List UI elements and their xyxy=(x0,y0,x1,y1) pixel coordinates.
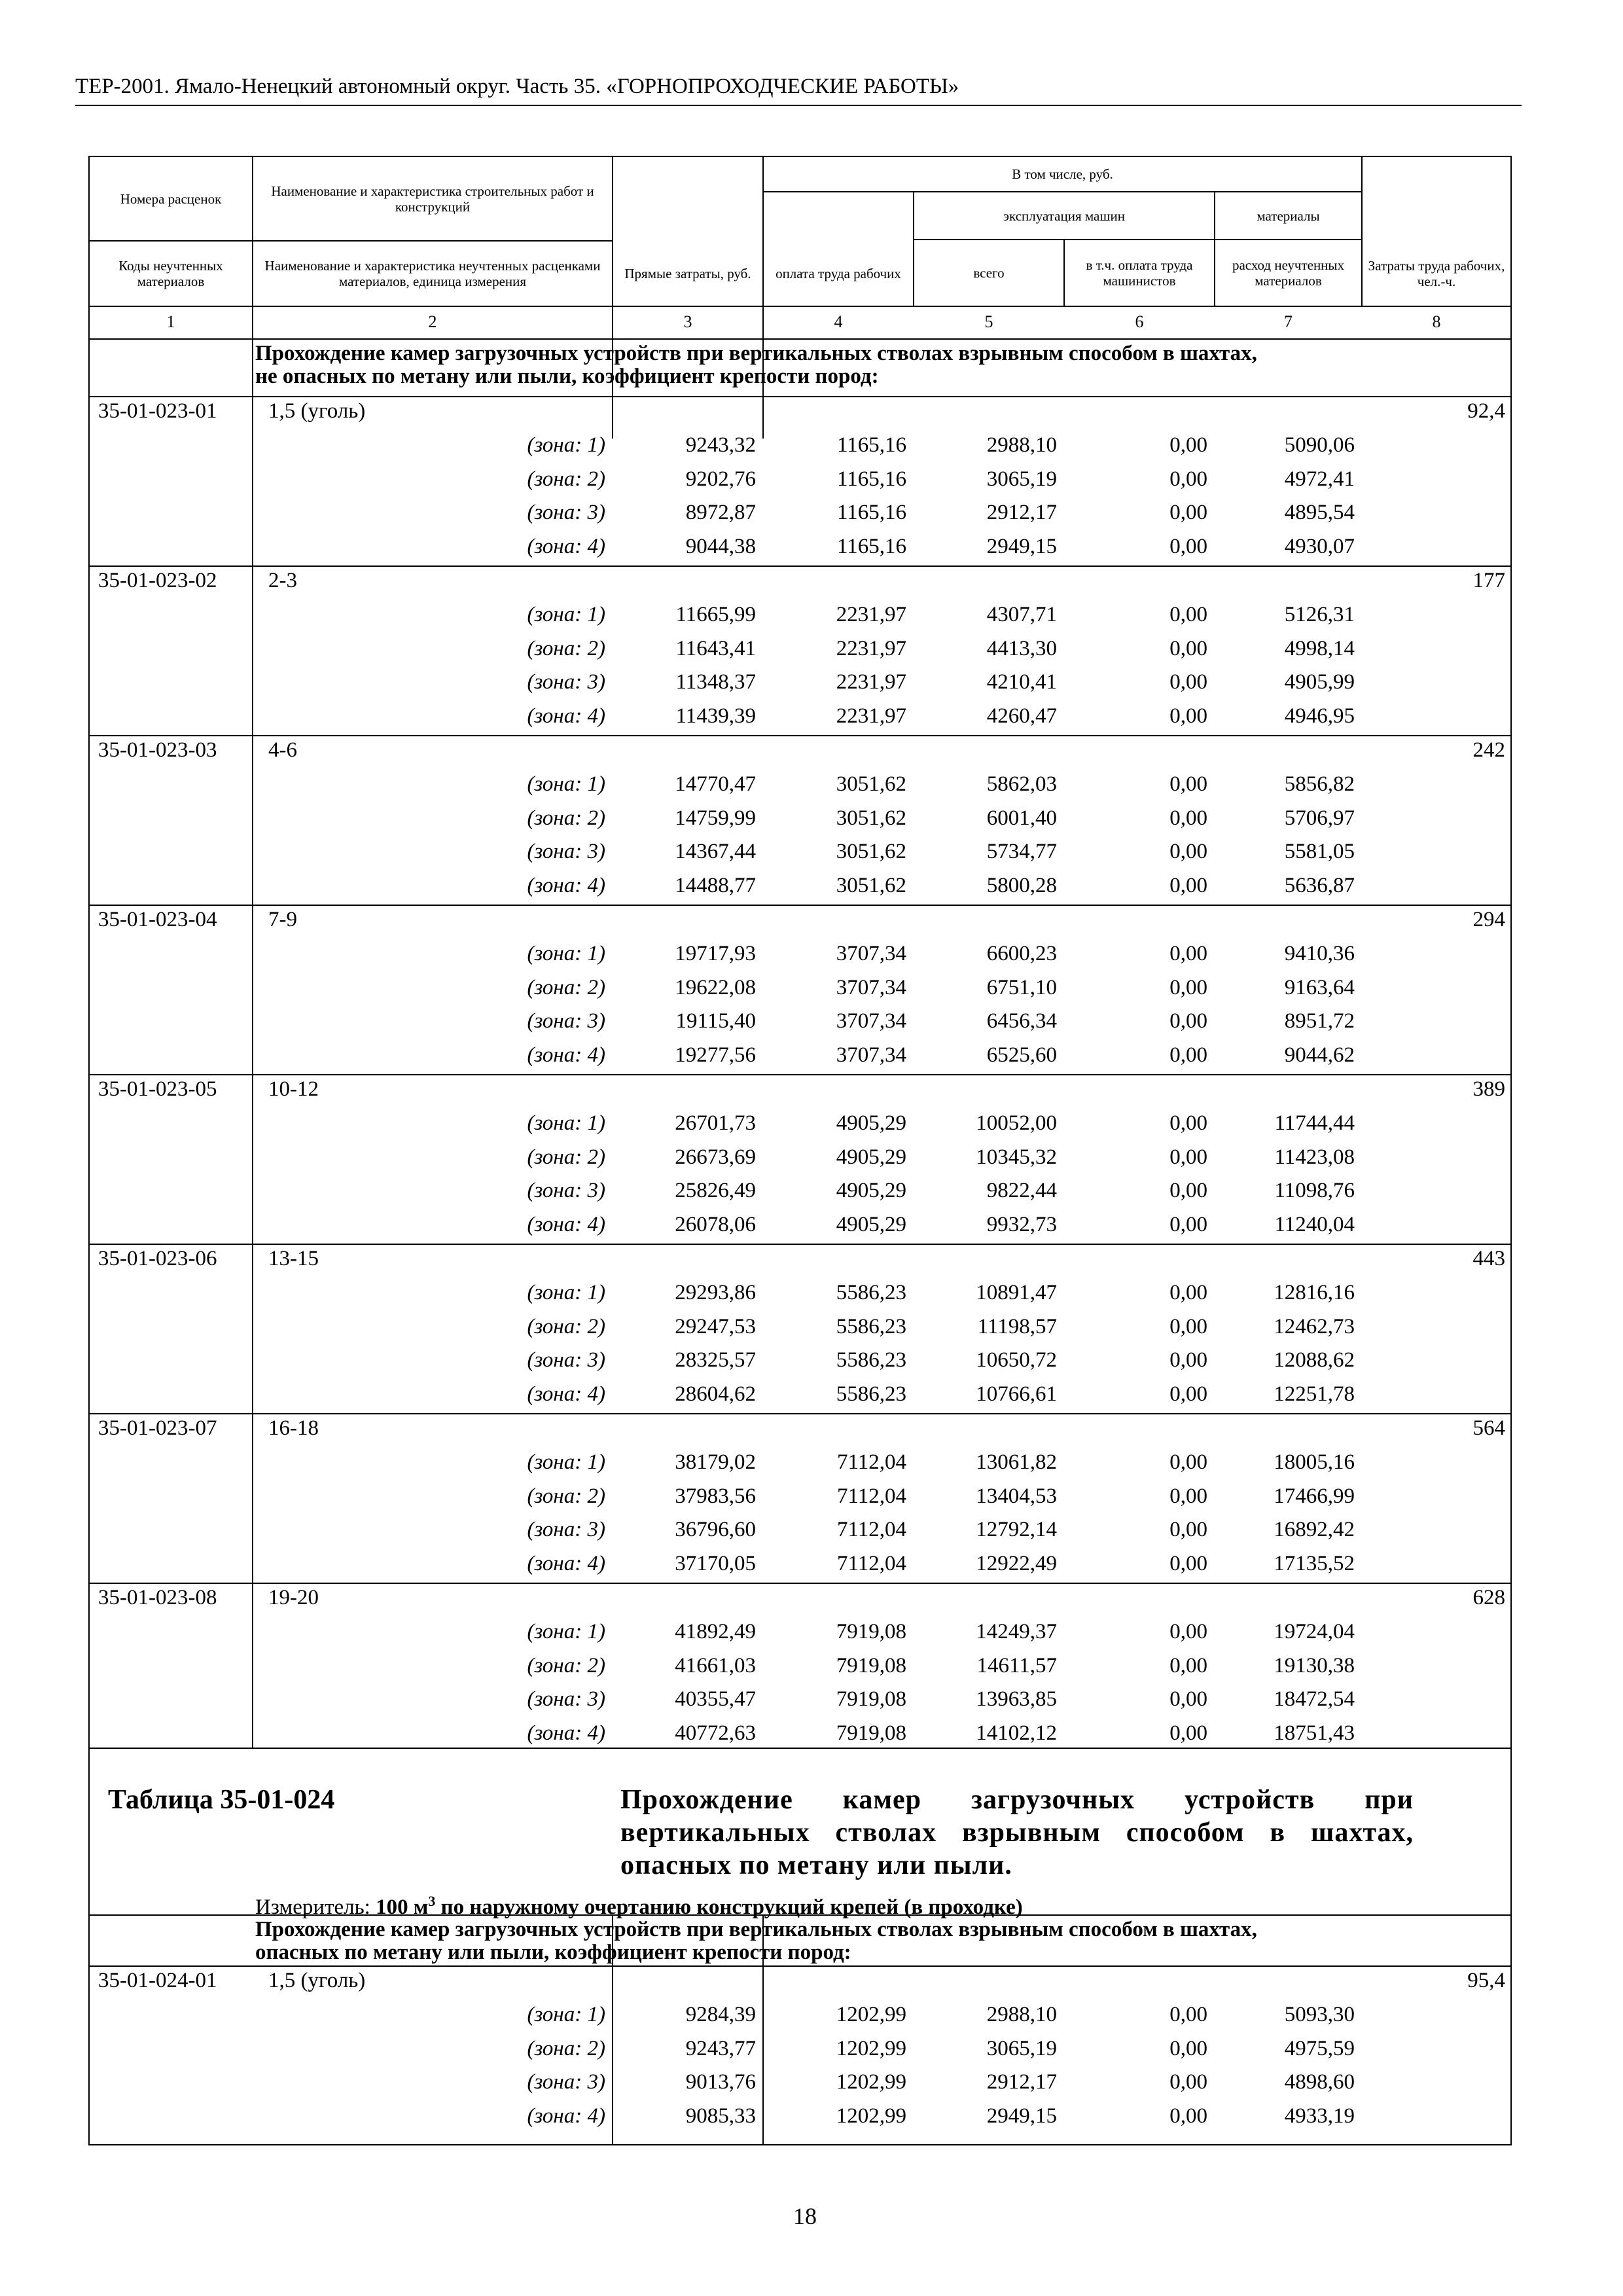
labor-cost: 95,4 xyxy=(1467,1969,1505,1992)
direct-cost: 11665,99 xyxy=(675,602,756,626)
worker-wage: 4905,29 xyxy=(836,1145,906,1169)
col3-header: Прямые затраты, руб. xyxy=(624,266,751,281)
direct-cost: 26701,73 xyxy=(675,1111,756,1135)
materials-cost: 12088,62 xyxy=(1274,1348,1355,1372)
machines-total: 4210,41 xyxy=(986,670,1057,694)
measure-value: 100 м xyxy=(376,1895,429,1919)
work-name: 13-15 xyxy=(268,1247,319,1270)
machinist-wage: 0,00 xyxy=(1169,1687,1207,1712)
materials-cost: 5856,82 xyxy=(1284,772,1355,796)
table-label: Таблица 35-01-024 xyxy=(108,1785,335,1815)
machines-total: 4260,47 xyxy=(986,704,1057,728)
machinist-wage: 0,00 xyxy=(1169,1009,1207,1033)
materials-group-header: материалы xyxy=(1257,207,1320,224)
measure-description: по наружному очертанию конструкций крепей (в проходке) xyxy=(435,1895,1023,1919)
zone-label: (зона: 1) xyxy=(527,1111,605,1135)
rate-code: 35-01-023-02 xyxy=(98,569,217,592)
direct-cost: 37170,05 xyxy=(675,1552,756,1576)
worker-wage: 3707,34 xyxy=(836,941,906,965)
materials-cost: 11098,76 xyxy=(1274,1179,1355,1203)
page-number: 18 xyxy=(793,2203,817,2229)
materials-cost: 5706,97 xyxy=(1284,806,1355,830)
machines-total: 14611,57 xyxy=(976,1653,1057,1677)
materials-cost: 5090,06 xyxy=(1284,433,1355,457)
machines-total: 10766,61 xyxy=(976,1382,1057,1407)
machinist-wage: 0,00 xyxy=(1169,670,1207,694)
machines-total: 9822,44 xyxy=(986,1179,1057,1203)
worker-wage: 7919,08 xyxy=(836,1619,906,1643)
work-name: 1,5 (уголь) xyxy=(268,1969,366,1992)
rate-code: 35-01-023-08 xyxy=(98,1586,217,1609)
machines-total: 5800,28 xyxy=(986,874,1057,898)
machinist-wage: 0,00 xyxy=(1169,772,1207,796)
work-name: 10-12 xyxy=(268,1077,319,1101)
machines-total: 2949,15 xyxy=(986,2104,1057,2128)
column-number: 8 xyxy=(1432,312,1441,331)
worker-wage: 7112,04 xyxy=(836,1484,906,1508)
machines-total: 3065,19 xyxy=(986,467,1057,491)
column-number: 1 xyxy=(166,312,175,331)
direct-cost: 8972,87 xyxy=(685,501,756,525)
column-number: 5 xyxy=(984,312,993,331)
zone-label: (зона: 3) xyxy=(527,1179,605,1203)
machinist-wage: 0,00 xyxy=(1169,941,1207,965)
machines-total: 12792,14 xyxy=(976,1518,1057,1542)
group-separator xyxy=(88,565,1512,567)
materials-cost: 9044,62 xyxy=(1284,1043,1355,1067)
work-name: 7-9 xyxy=(268,908,297,931)
zone-label: (зона: 4) xyxy=(527,1382,605,1407)
labor-cost: 294 xyxy=(1472,908,1505,931)
machinist-wage: 0,00 xyxy=(1169,501,1207,525)
column-number: 4 xyxy=(834,312,843,331)
zone-label: (зона: 3) xyxy=(527,670,605,694)
materials-cost: 17135,52 xyxy=(1274,1552,1355,1576)
including-group-header: В том числе, руб. xyxy=(1012,166,1113,182)
direct-cost: 9202,76 xyxy=(685,467,756,491)
worker-wage: 3051,62 xyxy=(836,806,906,830)
column-number: 2 xyxy=(428,312,437,331)
machines-total: 2912,17 xyxy=(986,501,1057,525)
work-name: 19-20 xyxy=(268,1586,319,1609)
zone-label: (зона: 4) xyxy=(527,1213,605,1237)
materials-cost: 5636,87 xyxy=(1284,874,1355,898)
machines-total: 13404,53 xyxy=(976,1484,1057,1508)
worker-wage: 1165,16 xyxy=(836,535,906,559)
worker-wage: 1165,16 xyxy=(836,501,906,525)
worker-wage: 3051,62 xyxy=(836,772,906,796)
materials-cost: 4946,95 xyxy=(1284,704,1355,728)
direct-cost: 19717,93 xyxy=(675,941,756,965)
machinist-wage: 0,00 xyxy=(1169,1145,1207,1169)
rate-code: 35-01-023-07 xyxy=(98,1416,217,1440)
column-number: 3 xyxy=(683,312,692,331)
worker-wage: 1202,99 xyxy=(836,2036,906,2060)
measure-prefix: Измеритель: xyxy=(255,1895,376,1919)
worker-wage: 4905,29 xyxy=(836,1213,906,1237)
labor-cost: 177 xyxy=(1472,569,1505,592)
direct-cost: 19115,40 xyxy=(675,1009,756,1033)
machinist-wage: 0,00 xyxy=(1169,1484,1207,1508)
machinist-wage: 0,00 xyxy=(1169,2104,1207,2128)
zone-label: (зона: 4) xyxy=(527,1043,605,1067)
materials-cost: 4975,59 xyxy=(1284,2036,1355,2060)
work-name: 2-3 xyxy=(268,569,297,592)
materials-cost: 4898,60 xyxy=(1284,2070,1355,2094)
col1-bottom-header: Коды неучтенных материалов xyxy=(118,258,223,289)
direct-cost: 11643,41 xyxy=(675,636,756,660)
machinist-wage: 0,00 xyxy=(1169,1653,1207,1677)
machinist-wage: 0,00 xyxy=(1169,1450,1207,1474)
labor-cost: 564 xyxy=(1472,1416,1505,1440)
direct-cost: 36796,60 xyxy=(675,1518,756,1542)
direct-cost: 14488,77 xyxy=(675,874,756,898)
machinist-wage: 0,00 xyxy=(1169,433,1207,457)
worker-wage: 4905,29 xyxy=(836,1111,906,1135)
machinist-wage: 0,00 xyxy=(1169,1552,1207,1576)
group-separator xyxy=(88,1244,1512,1245)
zone-label: (зона: 2) xyxy=(527,806,605,830)
direct-cost: 29247,53 xyxy=(675,1314,756,1338)
worker-wage: 5586,23 xyxy=(836,1348,906,1372)
measure-power: 3 xyxy=(428,1893,436,1909)
machines-total: 10052,00 xyxy=(976,1111,1057,1135)
worker-wage: 7112,04 xyxy=(836,1518,906,1542)
worker-wage: 2231,97 xyxy=(836,704,906,728)
table-title: Прохождение камер загрузочных устройств при вертикальных стволах взрывным способом в шахтах, опасных по метану или пыли. xyxy=(620,1785,1414,1880)
machines-total: 12922,49 xyxy=(976,1552,1057,1576)
zone-label: (зона: 3) xyxy=(527,1518,605,1542)
direct-cost: 26078,06 xyxy=(675,1213,756,1237)
machinist-wage: 0,00 xyxy=(1169,467,1207,491)
column-number: 6 xyxy=(1135,312,1144,331)
materials-cost: 19130,38 xyxy=(1274,1653,1355,1677)
materials-cost: 12462,73 xyxy=(1274,1314,1355,1338)
materials-cost: 5093,30 xyxy=(1284,2002,1355,2026)
zone-label: (зона: 2) xyxy=(527,1145,605,1169)
zone-label: (зона: 3) xyxy=(527,840,605,864)
zone-label: (зона: 1) xyxy=(527,1280,605,1304)
group-separator xyxy=(88,1583,1512,1584)
materials-cost: 16892,42 xyxy=(1274,1518,1355,1542)
group-separator xyxy=(88,905,1512,906)
zone-label: (зона: 2) xyxy=(527,467,605,491)
machinist-wage: 0,00 xyxy=(1169,2036,1207,2060)
labor-cost: 628 xyxy=(1472,1586,1505,1609)
machines-total: 10650,72 xyxy=(976,1348,1057,1372)
materials-cost: 5581,05 xyxy=(1284,840,1355,864)
zone-label: (зона: 2) xyxy=(527,636,605,660)
zone-label: (зона: 4) xyxy=(527,1721,605,1746)
machinist-wage: 0,00 xyxy=(1169,1213,1207,1237)
machines-total: 2988,10 xyxy=(986,2002,1057,2026)
machines-total: 6600,23 xyxy=(986,941,1057,965)
machines-total: 9932,73 xyxy=(986,1213,1057,1237)
direct-cost: 11439,39 xyxy=(675,704,756,728)
materials-cost: 4930,07 xyxy=(1284,535,1355,559)
direct-cost: 28325,57 xyxy=(675,1348,756,1372)
worker-wage: 7112,04 xyxy=(836,1450,906,1474)
machines-total: 4307,71 xyxy=(986,602,1057,626)
machines-total: 13061,82 xyxy=(976,1450,1057,1474)
materials-cost: 12251,78 xyxy=(1274,1382,1355,1407)
zone-label: (зона: 4) xyxy=(527,1552,605,1576)
direct-cost: 40772,63 xyxy=(675,1721,756,1746)
machinist-wage: 0,00 xyxy=(1169,1619,1207,1643)
machines-total: 6525,60 xyxy=(986,1043,1057,1067)
worker-wage: 1202,99 xyxy=(836,2002,906,2026)
machines-total: 2949,15 xyxy=(986,535,1057,559)
materials-cost: 19724,04 xyxy=(1274,1619,1355,1643)
zone-label: (зона: 3) xyxy=(527,1009,605,1033)
section-title-line: Прохождение камер загрузочных устройств при вертикальных стволах взрывным способом в шахтах, xyxy=(255,342,1257,365)
col2-bottom-header: Наименование и характеристика неучтенных расценками материалов, единица измерения xyxy=(264,258,601,289)
materials-cost: 18472,54 xyxy=(1274,1687,1355,1712)
direct-cost: 9243,32 xyxy=(685,433,756,457)
zone-label: (зона: 3) xyxy=(527,1687,605,1712)
machinist-wage: 0,00 xyxy=(1169,1280,1207,1304)
section-title-line: опасных по метану или пыли, коэффициент крепости пород: xyxy=(255,1941,851,1964)
zone-label: (зона: 2) xyxy=(527,1484,605,1508)
worker-wage: 7919,08 xyxy=(836,1687,906,1712)
worker-wage: 5586,23 xyxy=(836,1314,906,1338)
worker-wage: 4905,29 xyxy=(836,1179,906,1203)
direct-cost: 9284,39 xyxy=(685,2002,756,2026)
materials-cost: 18005,16 xyxy=(1274,1450,1355,1474)
labor-cost: 443 xyxy=(1472,1247,1505,1270)
machinist-wage: 0,00 xyxy=(1169,1314,1207,1338)
machinist-wage: 0,00 xyxy=(1169,1043,1207,1067)
materials-cost: 4933,19 xyxy=(1284,2104,1355,2128)
worker-wage: 7919,08 xyxy=(836,1653,906,1677)
rate-code: 35-01-023-01 xyxy=(98,399,217,423)
worker-wage: 7112,04 xyxy=(836,1552,906,1576)
group-separator xyxy=(88,1074,1512,1075)
group-separator xyxy=(88,735,1512,736)
machinist-wage: 0,00 xyxy=(1169,975,1207,999)
machines-total: 13963,85 xyxy=(976,1687,1057,1712)
zone-label: (зона: 2) xyxy=(527,1653,605,1677)
direct-cost: 41661,03 xyxy=(675,1653,756,1677)
col7-header: расход неучтенных материалов xyxy=(1232,257,1345,289)
machinist-wage: 0,00 xyxy=(1169,1382,1207,1407)
zone-label: (зона: 2) xyxy=(527,2036,605,2060)
direct-cost: 9044,38 xyxy=(685,535,756,559)
machinist-wage: 0,00 xyxy=(1169,2070,1207,2094)
zone-label: (зона: 3) xyxy=(527,501,605,525)
rate-code: 35-01-023-04 xyxy=(98,908,217,931)
labor-cost: 92,4 xyxy=(1467,399,1505,423)
worker-wage: 3051,62 xyxy=(836,840,906,864)
materials-cost: 4905,99 xyxy=(1284,670,1355,694)
worker-wage: 1202,99 xyxy=(836,2104,906,2128)
labor-cost: 242 xyxy=(1472,738,1505,762)
direct-cost: 11348,37 xyxy=(675,670,756,694)
machines-total: 6001,40 xyxy=(986,806,1057,830)
machinist-wage: 0,00 xyxy=(1169,636,1207,660)
zone-label: (зона: 1) xyxy=(527,772,605,796)
worker-wage: 2231,97 xyxy=(836,670,906,694)
col6-header: в т.ч. оплата труда машинистов xyxy=(1086,257,1193,289)
materials-cost: 11744,44 xyxy=(1274,1111,1355,1135)
worker-wage: 3707,34 xyxy=(836,975,906,999)
section-title-line: Прохождение камер загрузочных устройств при вертикальных стволах взрывным способом в шахтах, xyxy=(255,1918,1257,1941)
zone-label: (зона: 2) xyxy=(527,975,605,999)
worker-wage: 2231,97 xyxy=(836,602,906,626)
materials-cost: 8951,72 xyxy=(1284,1009,1355,1033)
direct-cost: 26673,69 xyxy=(675,1145,756,1169)
zone-label: (зона: 4) xyxy=(527,535,605,559)
machines-total: 3065,19 xyxy=(986,2036,1057,2060)
machinist-wage: 0,00 xyxy=(1169,704,1207,728)
machines-total: 6456,34 xyxy=(986,1009,1057,1033)
machines-total: 4413,30 xyxy=(986,636,1057,660)
materials-cost: 4895,54 xyxy=(1284,501,1355,525)
direct-cost: 9085,33 xyxy=(685,2104,756,2128)
direct-cost: 28604,62 xyxy=(675,1382,756,1407)
zone-label: (зона: 3) xyxy=(527,1348,605,1372)
materials-cost: 4972,41 xyxy=(1284,467,1355,491)
zone-label: (зона: 1) xyxy=(527,1450,605,1474)
machinist-wage: 0,00 xyxy=(1169,1721,1207,1746)
col2-top-header: Наименование и характеристика строительных работ и конструкций xyxy=(271,183,594,215)
machines-total: 10891,47 xyxy=(976,1280,1057,1304)
machines-total: 14102,12 xyxy=(976,1721,1057,1746)
machinist-wage: 0,00 xyxy=(1169,1179,1207,1203)
zone-label: (зона: 1) xyxy=(527,2002,605,2026)
group-separator xyxy=(88,1413,1512,1414)
column-number: 7 xyxy=(1284,312,1293,331)
machinist-wage: 0,00 xyxy=(1169,1111,1207,1135)
zone-label: (зона: 4) xyxy=(527,874,605,898)
col5-header: всего xyxy=(973,265,1005,281)
worker-wage: 1202,99 xyxy=(836,2070,906,2094)
machinist-wage: 0,00 xyxy=(1169,874,1207,898)
machines-total: 10345,32 xyxy=(976,1145,1057,1169)
materials-cost: 11423,08 xyxy=(1274,1145,1355,1169)
labor-cost: 389 xyxy=(1472,1077,1505,1101)
zone-label: (зона: 2) xyxy=(527,1314,605,1338)
machinist-wage: 0,00 xyxy=(1169,806,1207,830)
direct-cost: 38179,02 xyxy=(675,1450,756,1474)
header-rule xyxy=(75,105,1522,106)
direct-cost: 14759,99 xyxy=(675,806,756,830)
materials-cost: 11240,04 xyxy=(1274,1213,1355,1237)
machinist-wage: 0,00 xyxy=(1169,2002,1207,2026)
section-title-line: не опасных по метану или пыли, коэффициент крепости пород: xyxy=(255,365,879,388)
direct-cost: 25826,49 xyxy=(675,1179,756,1203)
machinist-wage: 0,00 xyxy=(1169,1348,1207,1372)
worker-wage: 3707,34 xyxy=(836,1043,906,1067)
machines-total: 5862,03 xyxy=(986,772,1057,796)
machines-total: 14249,37 xyxy=(976,1619,1057,1643)
direct-cost: 29293,86 xyxy=(675,1280,756,1304)
rate-code: 35-01-024-01 xyxy=(98,1969,217,1992)
worker-wage: 7919,08 xyxy=(836,1721,906,1746)
zone-label: (зона: 1) xyxy=(527,602,605,626)
materials-cost: 12816,16 xyxy=(1274,1280,1355,1304)
machines-total: 2912,17 xyxy=(986,2070,1057,2094)
rate-code: 35-01-023-06 xyxy=(98,1247,217,1270)
work-name: 4-6 xyxy=(268,738,297,762)
zone-label: (зона: 1) xyxy=(527,1619,605,1643)
machinist-wage: 0,00 xyxy=(1169,1518,1207,1542)
machines-total: 6751,10 xyxy=(986,975,1057,999)
machines-total: 5734,77 xyxy=(986,840,1057,864)
zone-label: (зона: 1) xyxy=(527,941,605,965)
materials-cost: 17466,99 xyxy=(1274,1484,1355,1508)
machinist-wage: 0,00 xyxy=(1169,840,1207,864)
machinist-wage: 0,00 xyxy=(1169,535,1207,559)
materials-cost: 4998,14 xyxy=(1284,636,1355,660)
materials-cost: 9163,64 xyxy=(1284,975,1355,999)
work-name: 1,5 (уголь) xyxy=(268,399,366,423)
machinist-wage: 0,00 xyxy=(1169,602,1207,626)
zone-label: (зона: 1) xyxy=(527,433,605,457)
zone-label: (зона: 3) xyxy=(527,2070,605,2094)
direct-cost: 9243,77 xyxy=(685,2036,756,2060)
worker-wage: 5586,23 xyxy=(836,1280,906,1304)
materials-cost: 18751,43 xyxy=(1274,1721,1355,1746)
direct-cost: 14770,47 xyxy=(675,772,756,796)
direct-cost: 40355,47 xyxy=(675,1687,756,1712)
direct-cost: 9013,76 xyxy=(685,2070,756,2094)
direct-cost: 19277,56 xyxy=(675,1043,756,1067)
zone-label: (зона: 4) xyxy=(527,704,605,728)
col8-header: Затраты труда рабочих, чел.-ч. xyxy=(1368,258,1505,289)
col1-top-header: Номера расценок xyxy=(120,190,222,207)
worker-wage: 1165,16 xyxy=(836,433,906,457)
direct-cost: 37983,56 xyxy=(675,1484,756,1508)
machines-total: 2988,10 xyxy=(986,433,1057,457)
direct-cost: 14367,44 xyxy=(675,840,756,864)
zone-label: (зона: 4) xyxy=(527,2104,605,2128)
materials-cost: 5126,31 xyxy=(1284,602,1355,626)
worker-wage: 3707,34 xyxy=(836,1009,906,1033)
machines-group-header: эксплуатация машин xyxy=(1003,207,1125,224)
direct-cost: 19622,08 xyxy=(675,975,756,999)
direct-cost: 41892,49 xyxy=(675,1619,756,1643)
worker-wage: 1165,16 xyxy=(836,467,906,491)
rate-code: 35-01-023-05 xyxy=(98,1077,217,1101)
materials-cost: 9410,36 xyxy=(1284,941,1355,965)
rate-code: 35-01-023-03 xyxy=(98,738,217,762)
worker-wage: 5586,23 xyxy=(836,1382,906,1407)
col4-header: оплата труда рабочих xyxy=(776,266,901,281)
measure-unit xyxy=(255,1888,1023,1920)
document-header: ТЕР-2001. Ямало-Ненецкий автономный округ. Часть 35. «ГОРНОПРОХОДЧЕСКИЕ РАБОТЫ» xyxy=(75,75,959,98)
work-name: 16-18 xyxy=(268,1416,319,1440)
worker-wage: 2231,97 xyxy=(836,636,906,660)
worker-wage: 3051,62 xyxy=(836,874,906,898)
machines-total: 11198,57 xyxy=(977,1314,1057,1338)
